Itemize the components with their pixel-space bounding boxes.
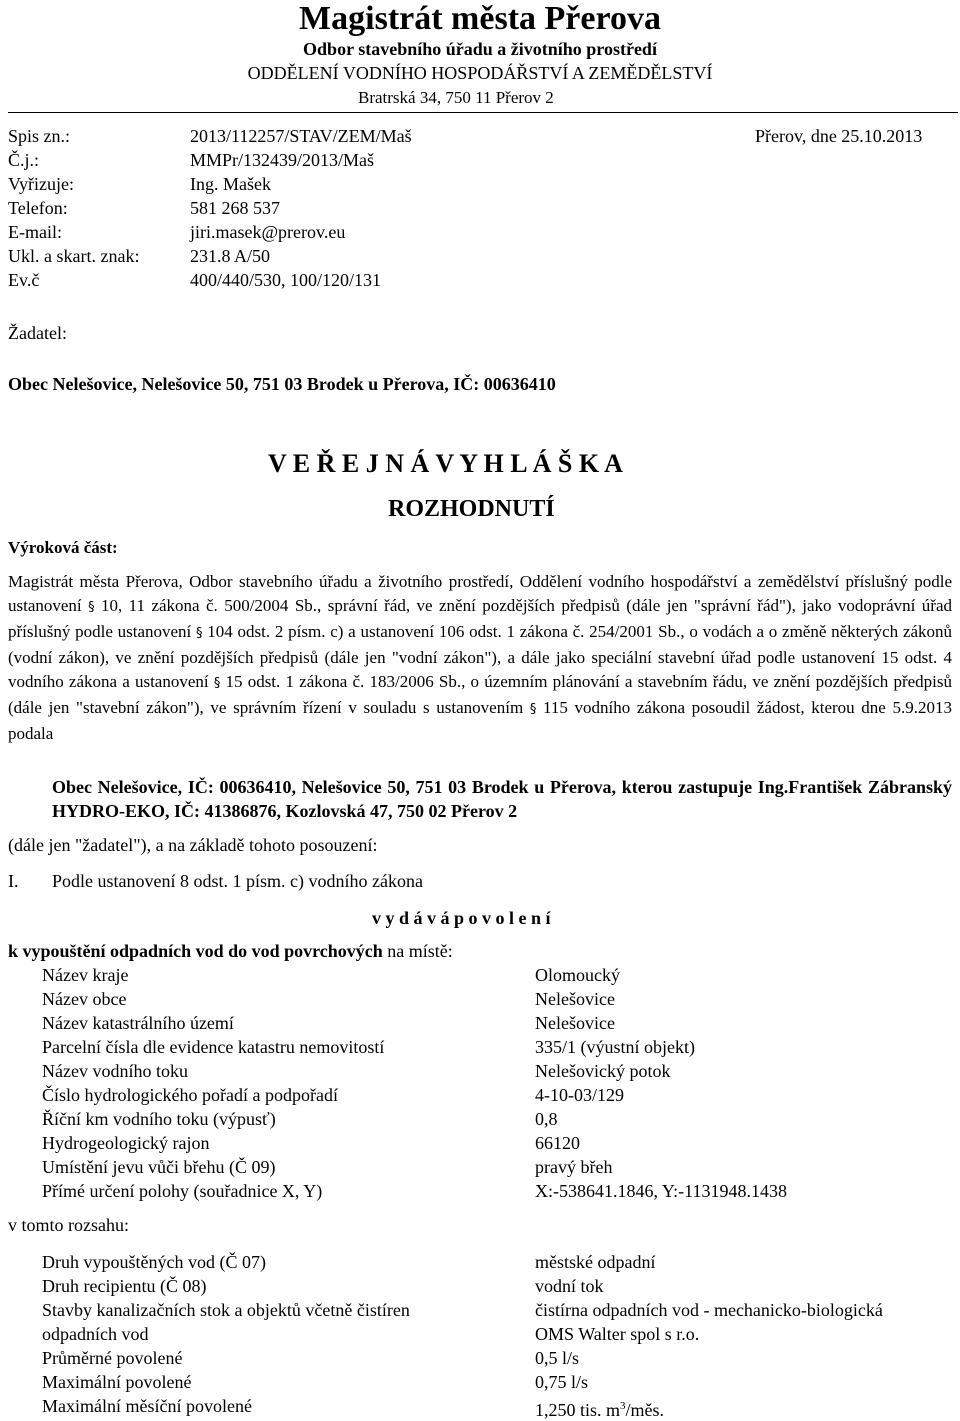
para-text-7: , o územním plánování a stavebním řádu, ve znění pozdějších předpisů (dále jen "stavební zákon"), ve správním řízení v souladu s ustanovením	[8, 672, 952, 717]
decision-subtitle: ROZHODNUTÍ	[388, 496, 555, 522]
para-text-1: Magistrát města Přerova, Odbor stavebního úřadu a životního prostředí, Oddělení vodního hospodářství a zemědělství příslušný podle ustanovení	[8, 572, 952, 615]
para-text-5: , o vodách a o změně některých zákonů (vodní zákon), ve znění pozdějších předpisů (dále jen "vodní zákon"), a dále jako speciální stavební úřad podle ustanovení 15 odst. 4 vodního zákona a ustanovení	[8, 622, 952, 691]
location-label: Název kraje	[42, 965, 129, 985]
scope-row-label: Druh vypouštěných vod (Č 07)	[42, 1252, 266, 1272]
public-notice-title: V E Ř E J N Á V Y H L Á Š K A	[268, 449, 623, 478]
location-value: 4-10-03/129	[535, 1085, 624, 1105]
location-value: Nelešovický potok	[535, 1061, 671, 1081]
applicant-label: Žadatel:	[8, 323, 67, 343]
value-ref-no: MMPr/132439/2013/Maš	[190, 150, 375, 170]
label-email: E-mail:	[8, 222, 62, 242]
scope-row-label: Maximální povolené	[42, 1372, 192, 1392]
label-file-no: Spis zn.:	[8, 126, 71, 146]
section-name: ODDĚLENÍ VODNÍHO HOSPODÁŘSTVÍ A ZEMĚDĚLSTVÍ	[247, 63, 713, 83]
scope-row-value: 0,75 l/s	[535, 1372, 589, 1392]
location-value: pravý břeh	[535, 1157, 613, 1177]
decision-paragraph	[8, 570, 952, 746]
location-label: Říční km vodního toku (výpusť)	[42, 1109, 276, 1129]
scope-row-value: čistírna odpadních vod - mechanicko-biologická	[535, 1300, 883, 1320]
section-sign: §	[529, 702, 537, 717]
location-label: Umístění jevu vůči břehu (Č 09)	[42, 1157, 276, 1177]
location-value: Olomoucký	[535, 965, 620, 985]
label-record-no: Ev.č	[8, 270, 40, 290]
location-label: Číslo hydrologického pořadí a podpořadí	[42, 1085, 338, 1105]
scope-row-label: Maximální měsíční povolené	[42, 1396, 252, 1416]
section-sign: §	[88, 600, 95, 615]
location-label: Přímé určení polohy (souřadnice X, Y)	[42, 1181, 323, 1201]
discharge-line	[8, 940, 453, 962]
authority-address: Bratrská 34, 750 11 Přerov 2	[358, 88, 554, 107]
value-file-no: 2013/112257/STAV/ZEM/Maš	[190, 126, 412, 146]
label-phone: Telefon:	[8, 198, 68, 218]
value-handled-by: Ing. Mašek	[190, 174, 271, 194]
value-record-no: 400/440/530, 100/120/131	[190, 270, 382, 290]
label-handled-by: Vyřizuje:	[8, 174, 74, 194]
location-value: 66120	[535, 1133, 580, 1153]
law-reference: 254/2001 Sb.	[589, 622, 681, 641]
location-label: Název vodního toku	[42, 1061, 188, 1081]
verdict-label: Výroková část:	[8, 538, 118, 557]
location-label: Název obce	[42, 989, 127, 1009]
scope-label: v tomto rozsahu:	[8, 1215, 129, 1235]
scope-row-value	[535, 1395, 664, 1421]
grant-heading: v y d á v á p o v o l e n í	[372, 908, 551, 928]
location-value: Nelešovice	[535, 989, 615, 1009]
value-archive-code: 231.8 A/50	[190, 246, 271, 266]
header-divider	[8, 112, 958, 113]
scope-row-value: městské odpadní	[535, 1252, 656, 1272]
scope-row-value: 0,5 l/s	[535, 1348, 580, 1368]
law-reference: 183/2006 Sb.	[369, 672, 462, 691]
para-text-4: 104 odst. 2 písm. c) a ustanovení 106 odst. 1 zákona č.	[202, 622, 590, 641]
location-value: 0,8	[535, 1109, 558, 1129]
applicant-representative: Obec Nelešovice, IČ: 00636410, Nelešovice 50, 751 03 Brodek u Přerova, kterou zastupuje Ing.František Zábranský HYDRO-EKO, IČ: 41386876, Kozlovská 47, 750 02 Přerov 2	[52, 777, 952, 821]
scope-row-label: Průměrné povolené	[42, 1348, 183, 1368]
section-sign: §	[196, 626, 203, 641]
scope-row-label: Druh recipientu (Č 08)	[42, 1276, 207, 1296]
para-text-2: 10, 11 zákona č.	[94, 596, 225, 615]
para-text-3: , správní řád, ve znění pozdějších předpisů (dále jen "správní řád"), jako vodoprávní úřad příslušný podle ustanovení	[8, 596, 952, 641]
scope-row-value: OMS Walter spol s r.o.	[535, 1324, 700, 1344]
monthly-value: 1,250 tis. m	[535, 1400, 621, 1420]
label-ref-no: Č.j.:	[8, 150, 40, 170]
point-number: I.	[8, 871, 19, 891]
location-label: Název katastrálního území	[42, 1013, 234, 1033]
section-sign: §	[213, 676, 221, 691]
cubic-superscript: 3	[620, 1400, 626, 1412]
unit-suffix: /měs.	[625, 1400, 665, 1420]
label-archive-code: Ukl. a skart. znak:	[8, 246, 140, 266]
department-name: Odbor stavebního úřadu a životního prostředí	[303, 39, 657, 59]
para-text-8: 115 vodního zákona posoudil žádost, kterou dne 5.9.2013 podala	[8, 698, 952, 743]
scope-row-value: vodní tok	[535, 1276, 604, 1296]
location-value: Nelešovice	[535, 1013, 615, 1033]
scope-row-label: Stavby kanalizačních stok a objektů včetně čistíren	[42, 1300, 410, 1320]
place-date: Přerov, dne 25.10.2013	[755, 126, 923, 146]
law-reference: 500/2004 Sb.	[224, 596, 318, 615]
point-text: Podle ustanovení 8 odst. 1 písm. c) vodního zákona	[52, 871, 423, 891]
location-value: X:-538641.1846, Y:-1131948.1438	[535, 1181, 787, 1201]
scope-row-label: odpadních vod	[42, 1324, 149, 1344]
location-label: Parcelní čísla dle evidence katastru nemovitostí	[42, 1037, 385, 1057]
discharge-bold: k vypouštění odpadních vod do vod povrchových	[8, 941, 383, 961]
applicant-line: Obec Nelešovice, Nelešovice 50, 751 03 Brodek u Přerova, IČ: 00636410	[8, 374, 556, 394]
after-applicant-text: (dále jen "žadatel"), a na základě tohoto posouzení:	[8, 835, 378, 855]
discharge-rest: na místě:	[382, 941, 453, 961]
location-label: Hydrogeologický rajon	[42, 1133, 210, 1153]
value-phone: 581 268 537	[190, 198, 280, 218]
value-email: jiri.masek@prerov.eu	[190, 222, 346, 242]
para-text-6: 15 odst. 1 zákona č.	[220, 672, 370, 691]
location-value: 335/1 (výustní objekt)	[535, 1037, 695, 1057]
authority-title: Magistrát města Přerova	[299, 0, 661, 37]
